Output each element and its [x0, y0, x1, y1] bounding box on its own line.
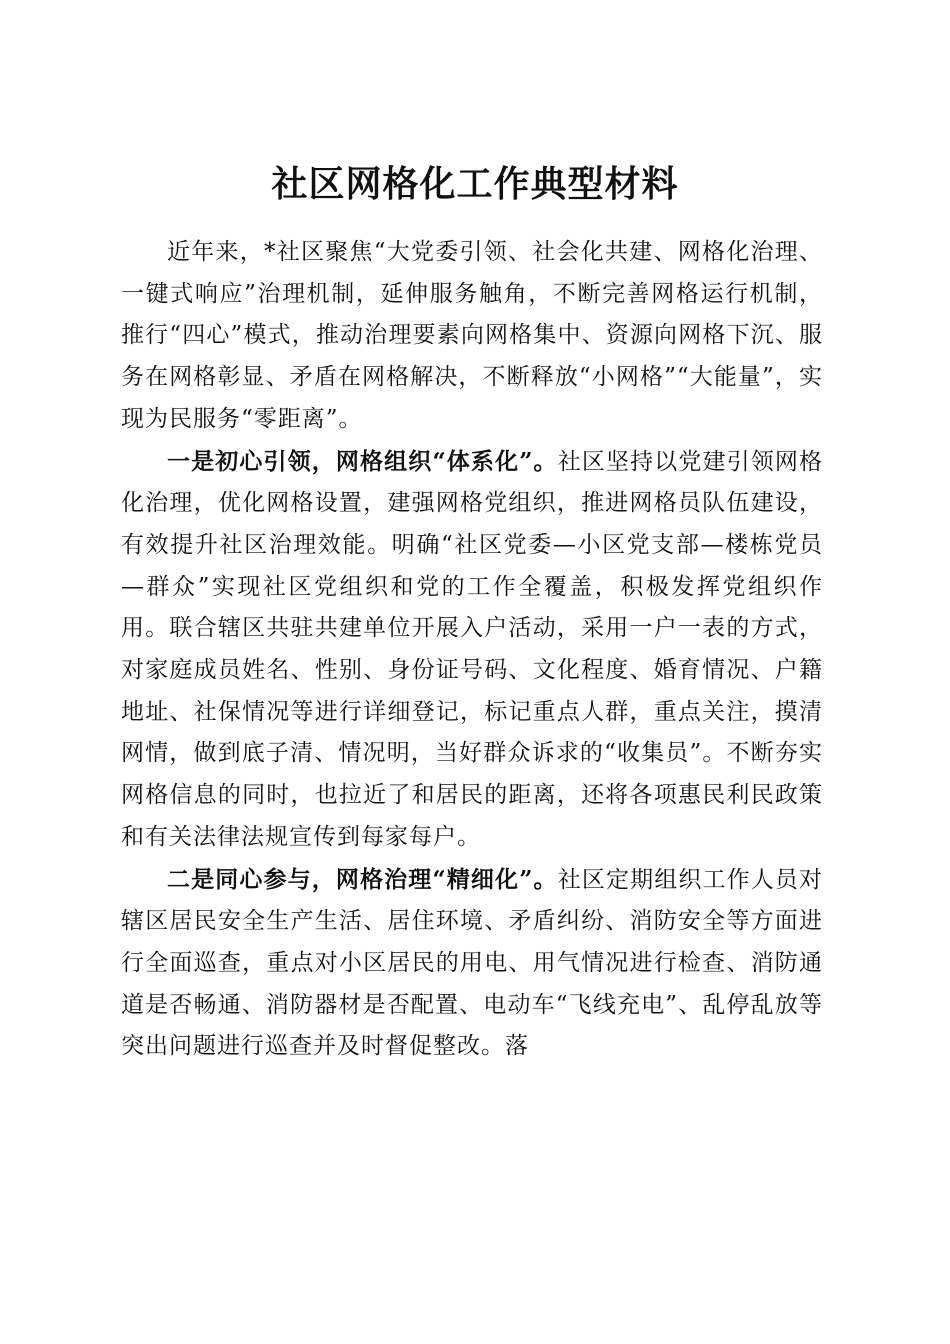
document-body: [121, 232, 823, 1068]
paragraph-section-2: [121, 859, 823, 1069]
paragraph-intro: [121, 232, 823, 441]
section-1-text: 社区坚持以党建引领网格化治理，优化网格设置，建强网格党组织，推进网格员队伍建设，有效提升社区治理效能。明确“社区党委—小区党支部—楼栋党员—群众”实现社区党组织和党的工作全覆盖，积极发挥党组织作用。联合辖区共驻共建单位开展入户活动，采用一户一表的方式，对家庭成员姓名、性别、身份证号码、文化程度、婚育情况、户籍地址、社保情况等进行详细登记，标记重点人群，重点关注，摸清网情，做到底子清、情况明，当好群众诉求的“收集员”。不断夯实网格信息的同时，也拉近了和居民的距离，还将各项惠民利民政策和有关法律法规宣传到每家每户。: [121, 448, 823, 850]
document-title: 社区网格化工作典型材料: [271, 163, 679, 206]
paragraph-section-1: [121, 441, 823, 859]
section-1-heading: 一是初心引领，网格组织“体系化”。: [167, 447, 558, 475]
section-2-text: 社区定期组织工作人员对辖区居民安全生产生活、居住环境、矛盾纠纷、消防安全等方面进行全面巡查，重点对小区居民的用电、用气情况进行检查、消防通道是否畅通、消防器材是否配置、电动车“飞线充电”、乱停乱放等突出问题进行巡查并及时督促整改。落: [121, 866, 823, 1060]
paragraph-intro-text: 近年来，*社区聚焦“大党委引领、社会化共建、网格化治理、一键式响应”治理机制，延伸服务触角，不断完善网格运行机制，推行“四心”模式，推动治理要素向网格集中、资源向网格下沉、服务在网格彰显、矛盾在网格解决，不断释放“小网格”“大能量”，实现为民服务“零距离”。: [121, 239, 823, 432]
section-2-heading: 二是同心参与，网格治理“精细化”。: [167, 865, 558, 893]
